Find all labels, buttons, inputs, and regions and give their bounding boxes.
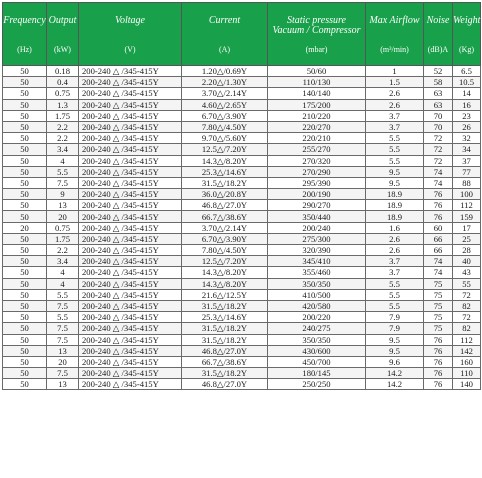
frequency-cell: 50 <box>3 66 47 77</box>
pressure-cell: 220/210 <box>268 133 366 144</box>
current-cell: 31.5△/18.2Y <box>182 177 268 188</box>
airflow-cell: 9.5 <box>366 166 424 177</box>
output-cell: 13 <box>47 200 79 211</box>
current-cell: 31.5△/18.2Y <box>182 368 268 379</box>
weight-cell: 17 <box>453 222 481 233</box>
col-header-current <box>182 3 268 66</box>
output-cell: 2.2 <box>47 121 79 132</box>
airflow-cell: 14.2 <box>366 379 424 390</box>
output-cell: 7.5 <box>47 300 79 311</box>
spec-table <box>2 2 481 390</box>
current-cell: 36.0△/20.8Y <box>182 189 268 200</box>
airflow-cell: 18.9 <box>366 189 424 200</box>
table-body <box>3 66 481 390</box>
voltage-cell: 200-240 △ /345-415Y <box>79 256 182 267</box>
output-cell: 1.75 <box>47 233 79 244</box>
current-cell: 7.80△/4.50Y <box>182 121 268 132</box>
table-row <box>3 334 481 345</box>
airflow-cell: 5.5 <box>366 133 424 144</box>
weight-cell: 6.5 <box>453 66 481 77</box>
output-cell: 3.4 <box>47 256 79 267</box>
output-cell: 20 <box>47 211 79 222</box>
pressure-cell: 320/390 <box>268 245 366 256</box>
pressure-cell: 290/270 <box>268 200 366 211</box>
table-row <box>3 267 481 278</box>
noise-cell: 74 <box>424 267 453 278</box>
table-row <box>3 155 481 166</box>
voltage-cell: 200-240 △ /345-415Y <box>79 144 182 155</box>
frequency-cell: 50 <box>3 133 47 144</box>
output-cell: 3.4 <box>47 144 79 155</box>
current-cell: 66.7△/38.6Y <box>182 211 268 222</box>
col-name: Voltage <box>115 15 145 26</box>
pressure-cell: 420/580 <box>268 300 366 311</box>
table-row <box>3 211 481 222</box>
frequency-cell: 50 <box>3 278 47 289</box>
current-cell: 12.5△/7.20Y <box>182 144 268 155</box>
frequency-cell: 50 <box>3 211 47 222</box>
noise-cell: 75 <box>424 312 453 323</box>
col-unit: (dB)A <box>427 45 449 54</box>
frequency-cell: 50 <box>3 323 47 334</box>
weight-cell: 34 <box>453 144 481 155</box>
noise-cell: 76 <box>424 189 453 200</box>
airflow-cell: 2.6 <box>366 233 424 244</box>
current-cell: 14.3△/8.20Y <box>182 278 268 289</box>
noise-cell: 74 <box>424 166 453 177</box>
output-cell: 13 <box>47 379 79 390</box>
weight-cell: 25 <box>453 233 481 244</box>
table-header <box>3 3 481 66</box>
col-name: Noise <box>426 15 450 26</box>
weight-cell: 14 <box>453 88 481 99</box>
table-row <box>3 110 481 121</box>
noise-cell: 66 <box>424 233 453 244</box>
voltage-cell: 200-240 △ /345-415Y <box>79 200 182 211</box>
current-cell: 7.80△/4.50Y <box>182 245 268 256</box>
table-row <box>3 356 481 367</box>
current-cell: 6.70△/3.90Y <box>182 233 268 244</box>
table-row <box>3 368 481 379</box>
table-row <box>3 278 481 289</box>
pressure-cell: 450/700 <box>268 356 366 367</box>
weight-cell: 55 <box>453 278 481 289</box>
airflow-cell: 9.5 <box>366 334 424 345</box>
col-unit: (Hz) <box>17 45 32 54</box>
voltage-cell: 200-240 △ /345-415Y <box>79 245 182 256</box>
col-name: Static pressure <box>287 15 346 26</box>
output-cell: 5.5 <box>47 289 79 300</box>
noise-cell: 76 <box>424 345 453 356</box>
current-cell: 31.5△/18.2Y <box>182 334 268 345</box>
voltage-cell: 200-240 △ /345-415Y <box>79 345 182 356</box>
noise-cell: 52 <box>424 66 453 77</box>
table-row <box>3 245 481 256</box>
pressure-cell: 275/300 <box>268 233 366 244</box>
col-header-weight <box>453 3 481 66</box>
airflow-cell: 1 <box>366 66 424 77</box>
frequency-cell: 50 <box>3 356 47 367</box>
voltage-cell: 200-240 △ /345-415Y <box>79 267 182 278</box>
current-cell: 9.70△/5.60Y <box>182 133 268 144</box>
voltage-cell: 200-240 △ /345-415Y <box>79 133 182 144</box>
table-row <box>3 323 481 334</box>
table-row <box>3 166 481 177</box>
frequency-cell: 50 <box>3 379 47 390</box>
pressure-cell: 350/350 <box>268 334 366 345</box>
frequency-cell: 50 <box>3 88 47 99</box>
table-row <box>3 77 481 88</box>
weight-cell: 16 <box>453 99 481 110</box>
weight-cell: 40 <box>453 256 481 267</box>
noise-cell: 76 <box>424 211 453 222</box>
col-name: Max Airflow <box>369 15 420 26</box>
table-row <box>3 300 481 311</box>
pressure-cell: 180/145 <box>268 368 366 379</box>
col-header-airflow <box>366 3 424 66</box>
col-unit: (mbar) <box>305 45 328 54</box>
table-row <box>3 144 481 155</box>
noise-cell: 76 <box>424 334 453 345</box>
col-header-output <box>47 3 79 66</box>
col-name-line2: Vacuum / Compressor <box>272 25 361 36</box>
output-cell: 0.18 <box>47 66 79 77</box>
pressure-cell: 220/270 <box>268 121 366 132</box>
weight-cell: 72 <box>453 312 481 323</box>
voltage-cell: 200-240 △ /345-415Y <box>79 99 182 110</box>
noise-cell: 75 <box>424 278 453 289</box>
frequency-cell: 50 <box>3 368 47 379</box>
current-cell: 25.3△/14.6Y <box>182 166 268 177</box>
airflow-cell: 18.9 <box>366 200 424 211</box>
pressure-cell: 240/275 <box>268 323 366 334</box>
current-cell: 14.3△/8.20Y <box>182 155 268 166</box>
frequency-cell: 50 <box>3 312 47 323</box>
current-cell: 2.20△/1.30Y <box>182 77 268 88</box>
table-row <box>3 312 481 323</box>
pressure-cell: 200/220 <box>268 312 366 323</box>
noise-cell: 76 <box>424 379 453 390</box>
airflow-cell: 9.5 <box>366 177 424 188</box>
airflow-cell: 2.6 <box>366 245 424 256</box>
airflow-cell: 7.9 <box>366 323 424 334</box>
table-row <box>3 289 481 300</box>
weight-cell: 37 <box>453 155 481 166</box>
table-row <box>3 121 481 132</box>
airflow-cell: 18.9 <box>366 211 424 222</box>
weight-cell: 100 <box>453 189 481 200</box>
current-cell: 31.5△/18.2Y <box>182 323 268 334</box>
pressure-cell: 410/500 <box>268 289 366 300</box>
output-cell: 1.3 <box>47 99 79 110</box>
frequency-cell: 50 <box>3 233 47 244</box>
frequency-cell: 50 <box>3 166 47 177</box>
output-cell: 7.5 <box>47 368 79 379</box>
voltage-cell: 200-240 △ /345-415Y <box>79 88 182 99</box>
weight-cell: 77 <box>453 166 481 177</box>
output-cell: 4 <box>47 155 79 166</box>
airflow-cell: 2.6 <box>366 99 424 110</box>
noise-cell: 66 <box>424 245 453 256</box>
voltage-cell: 200-240 △ /345-415Y <box>79 334 182 345</box>
frequency-cell: 50 <box>3 99 47 110</box>
pressure-cell: 355/460 <box>268 267 366 278</box>
frequency-cell: 50 <box>3 289 47 300</box>
col-name: Output <box>48 15 77 26</box>
weight-cell: 112 <box>453 200 481 211</box>
table-row <box>3 200 481 211</box>
table-row <box>3 99 481 110</box>
noise-cell: 70 <box>424 121 453 132</box>
frequency-cell: 50 <box>3 300 47 311</box>
frequency-cell: 50 <box>3 200 47 211</box>
output-cell: 0.75 <box>47 88 79 99</box>
current-cell: 4.60△/2.65Y <box>182 99 268 110</box>
voltage-cell: 200-240 △ /345-415Y <box>79 155 182 166</box>
airflow-cell: 9.5 <box>366 345 424 356</box>
current-cell: 12.5△/7.20Y <box>182 256 268 267</box>
col-header-pressure <box>268 3 366 66</box>
noise-cell: 76 <box>424 200 453 211</box>
output-cell: 0.75 <box>47 222 79 233</box>
pressure-cell: 110/130 <box>268 77 366 88</box>
weight-cell: 72 <box>453 289 481 300</box>
current-cell: 3.70△/2.14Y <box>182 222 268 233</box>
noise-cell: 74 <box>424 177 453 188</box>
weight-cell: 28 <box>453 245 481 256</box>
airflow-cell: 9.6 <box>366 356 424 367</box>
pressure-cell: 200/190 <box>268 189 366 200</box>
pressure-cell: 50/60 <box>268 66 366 77</box>
voltage-cell: 200-240 △ /345-415Y <box>79 379 182 390</box>
noise-cell: 60 <box>424 222 453 233</box>
airflow-cell: 5.5 <box>366 155 424 166</box>
header-row <box>3 3 481 66</box>
output-cell: 7.5 <box>47 323 79 334</box>
current-cell: 3.70△/2.14Y <box>182 88 268 99</box>
airflow-cell: 14.2 <box>366 368 424 379</box>
output-cell: 5.5 <box>47 312 79 323</box>
airflow-cell: 5.5 <box>366 300 424 311</box>
noise-cell: 74 <box>424 256 453 267</box>
weight-cell: 82 <box>453 323 481 334</box>
weight-cell: 82 <box>453 300 481 311</box>
frequency-cell: 50 <box>3 267 47 278</box>
table-row <box>3 379 481 390</box>
col-header-noise <box>424 3 453 66</box>
weight-cell: 112 <box>453 334 481 345</box>
current-cell: 21.6△/12.5Y <box>182 289 268 300</box>
voltage-cell: 200-240 △ /345-415Y <box>79 110 182 121</box>
col-unit: (kW) <box>54 45 71 54</box>
voltage-cell: 200-240 △ /345-415Y <box>79 289 182 300</box>
table-row <box>3 133 481 144</box>
frequency-cell: 20 <box>3 222 47 233</box>
current-cell: 46.8△/27.0Y <box>182 379 268 390</box>
pressure-cell: 295/390 <box>268 177 366 188</box>
col-name: Current <box>208 15 241 26</box>
voltage-cell: 200-240 △ /345-415Y <box>79 177 182 188</box>
voltage-cell: 200-240 △ /345-415Y <box>79 368 182 379</box>
pressure-cell: 175/200 <box>268 99 366 110</box>
weight-cell: 10.5 <box>453 77 481 88</box>
output-cell: 1.75 <box>47 110 79 121</box>
output-cell: 20 <box>47 356 79 367</box>
pressure-cell: 345/410 <box>268 256 366 267</box>
output-cell: 7.5 <box>47 177 79 188</box>
current-cell: 1.20△/0.69Y <box>182 66 268 77</box>
voltage-cell: 200-240 △ /345-415Y <box>79 77 182 88</box>
table-row <box>3 256 481 267</box>
voltage-cell: 200-240 △ /345-415Y <box>79 233 182 244</box>
pressure-cell: 200/240 <box>268 222 366 233</box>
col-unit: (V) <box>124 45 136 54</box>
weight-cell: 32 <box>453 133 481 144</box>
col-unit: (A) <box>218 45 231 54</box>
output-cell: 13 <box>47 345 79 356</box>
current-cell: 14.3△/8.20Y <box>182 267 268 278</box>
airflow-cell: 5.5 <box>366 278 424 289</box>
weight-cell: 43 <box>453 267 481 278</box>
voltage-cell: 200-240 △ /345-415Y <box>79 166 182 177</box>
weight-cell: 23 <box>453 110 481 121</box>
current-cell: 66.7△/38.6Y <box>182 356 268 367</box>
noise-cell: 76 <box>424 368 453 379</box>
noise-cell: 72 <box>424 144 453 155</box>
pressure-cell: 270/290 <box>268 166 366 177</box>
airflow-cell: 3.7 <box>366 121 424 132</box>
airflow-cell: 1.5 <box>366 77 424 88</box>
voltage-cell: 200-240 △ /345-415Y <box>79 312 182 323</box>
airflow-cell: 2.6 <box>366 88 424 99</box>
table-row <box>3 233 481 244</box>
current-cell: 25.3△/14.6Y <box>182 312 268 323</box>
pressure-cell: 140/140 <box>268 88 366 99</box>
airflow-cell: 3.7 <box>366 267 424 278</box>
noise-cell: 58 <box>424 77 453 88</box>
weight-cell: 88 <box>453 177 481 188</box>
voltage-cell: 200-240 △ /345-415Y <box>79 278 182 289</box>
noise-cell: 70 <box>424 110 453 121</box>
output-cell: 0.4 <box>47 77 79 88</box>
pressure-cell: 210/220 <box>268 110 366 121</box>
airflow-cell: 1.6 <box>366 222 424 233</box>
frequency-cell: 50 <box>3 189 47 200</box>
output-cell: 2.2 <box>47 245 79 256</box>
frequency-cell: 50 <box>3 256 47 267</box>
weight-cell: 110 <box>453 368 481 379</box>
weight-cell: 142 <box>453 345 481 356</box>
output-cell: 9 <box>47 189 79 200</box>
voltage-cell: 200-240 △ /345-415Y <box>79 121 182 132</box>
voltage-cell: 200-240 △ /345-415Y <box>79 356 182 367</box>
current-cell: 46.8△/27.0Y <box>182 200 268 211</box>
airflow-cell: 3.7 <box>366 110 424 121</box>
table-row <box>3 88 481 99</box>
noise-cell: 72 <box>424 155 453 166</box>
voltage-cell: 200-240 △ /345-415Y <box>79 300 182 311</box>
pressure-cell: 350/350 <box>268 278 366 289</box>
weight-cell: 160 <box>453 356 481 367</box>
pressure-cell: 250/250 <box>268 379 366 390</box>
col-header-voltage <box>79 3 182 66</box>
noise-cell: 63 <box>424 99 453 110</box>
noise-cell: 76 <box>424 356 453 367</box>
frequency-cell: 50 <box>3 77 47 88</box>
airflow-cell: 5.5 <box>366 289 424 300</box>
col-name: Weight <box>453 15 481 26</box>
noise-cell: 75 <box>424 289 453 300</box>
frequency-cell: 50 <box>3 144 47 155</box>
col-header-frequency <box>3 3 47 66</box>
current-cell: 6.70△/3.90Y <box>182 110 268 121</box>
col-unit: (Kg) <box>458 45 475 54</box>
output-cell: 4 <box>47 278 79 289</box>
table-row <box>3 345 481 356</box>
pressure-cell: 430/600 <box>268 345 366 356</box>
col-unit: (m³/min) <box>380 45 409 54</box>
voltage-cell: 200-240 △ /345-415Y <box>79 323 182 334</box>
pressure-cell: 350/440 <box>268 211 366 222</box>
frequency-cell: 50 <box>3 177 47 188</box>
airflow-cell: 3.7 <box>366 256 424 267</box>
voltage-cell: 200-240 △ /345-415Y <box>79 222 182 233</box>
voltage-cell: 200-240 △ /345-415Y <box>79 66 182 77</box>
frequency-cell: 50 <box>3 345 47 356</box>
output-cell: 7.5 <box>47 334 79 345</box>
noise-cell: 75 <box>424 323 453 334</box>
frequency-cell: 50 <box>3 245 47 256</box>
frequency-cell: 50 <box>3 110 47 121</box>
pressure-cell: 255/270 <box>268 144 366 155</box>
airflow-cell: 5.5 <box>366 144 424 155</box>
weight-cell: 140 <box>453 379 481 390</box>
current-cell: 31.5△/18.2Y <box>182 300 268 311</box>
output-cell: 2.2 <box>47 133 79 144</box>
current-cell: 46.8△/27.0Y <box>182 345 268 356</box>
output-cell: 4 <box>47 267 79 278</box>
table-row <box>3 189 481 200</box>
frequency-cell: 50 <box>3 334 47 345</box>
voltage-cell: 200-240 △ /345-415Y <box>79 211 182 222</box>
pressure-cell: 270/320 <box>268 155 366 166</box>
airflow-cell: 7.9 <box>366 312 424 323</box>
weight-cell: 159 <box>453 211 481 222</box>
table-row <box>3 177 481 188</box>
voltage-cell: 200-240 △ /345-415Y <box>79 189 182 200</box>
noise-cell: 63 <box>424 88 453 99</box>
noise-cell: 72 <box>424 133 453 144</box>
weight-cell: 26 <box>453 121 481 132</box>
col-name: Frequency <box>3 15 46 26</box>
table-row <box>3 66 481 77</box>
frequency-cell: 50 <box>3 155 47 166</box>
output-cell: 5.5 <box>47 166 79 177</box>
noise-cell: 75 <box>424 300 453 311</box>
frequency-cell: 50 <box>3 121 47 132</box>
table-row <box>3 222 481 233</box>
